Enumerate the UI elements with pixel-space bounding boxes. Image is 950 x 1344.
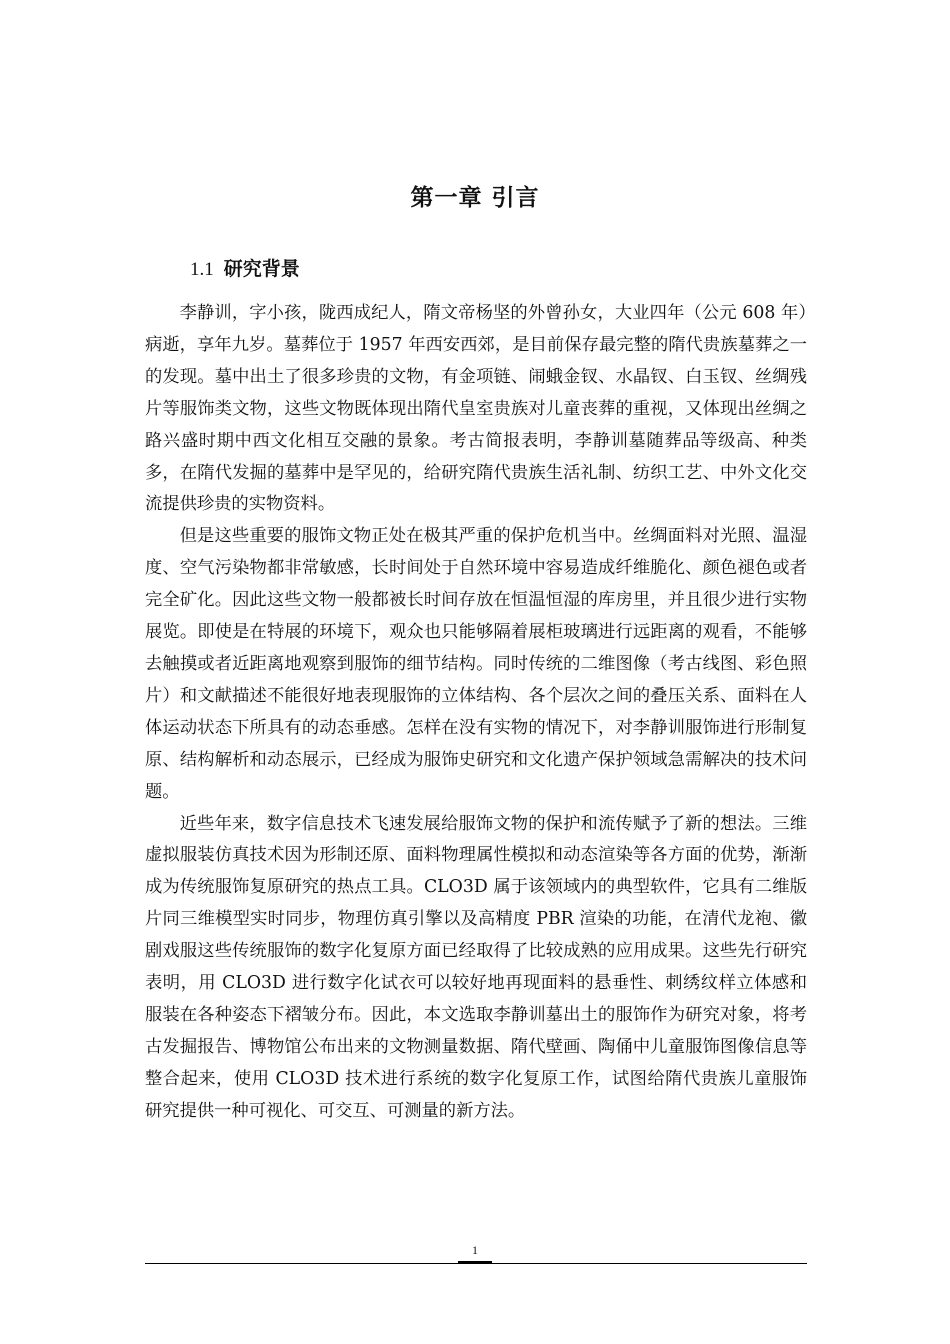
chapter-title: 第一章 引言 [410, 185, 540, 211]
footer-rule [145, 1263, 807, 1264]
footer-rule-accent [458, 1261, 492, 1263]
section-heading [190, 254, 300, 285]
section-title: 研究背景 [223, 258, 300, 280]
section-number: 1.1 [190, 259, 214, 280]
body-text [145, 298, 807, 1128]
paragraph-3: 近些年来，数字信息技术飞速发展给服饰文物的保护和流传赋予了新的想法。三维虚拟服装仿真技术因为形制还原、面料物理属性模拟和动态渲染等各方面的优势，渐渐成为传统服饰复原研究的热点工具。CLO3D 属于该领域内的典型软件，它具有二维版片同三维模型实时同步，物理仿真引擎以及高精度 PBR 渲染的功能，在清代龙袍、徽剧戏服这些传统服饰的数字化复原方面已经取得了比较成熟的应用成果。这些先行研究表明，用 CLO3D 进行数字化试衣可以较好地再现面料的悬垂性、刺绣纹样立体感和服装在各种姿态下褶皱分布。因此，本文选取李静训墓出土的服饰作为研究对象，将考古发掘报告、博物馆公布出来的文物测量数据、隋代壁画、陶俑中儿童服饰图像信息等整合起来，使用 CLO3D 技术进行系统的数字化复原工作，试图给隋代贵族儿童服饰研究提供一种可视化、可交互、可测量的新方法。 [145, 813, 807, 1121]
paragraph-2: 但是这些重要的服饰文物正处在极其严重的保护危机当中。丝绸面料对光照、温湿度、空气污染物都非常敏感，长时间处于自然环境中容易造成纤维脆化、颜色褪色或者完全矿化。因此这些文物一般都被长时间存放在恒温恒湿的库房里，并且很少进行实物展览。即使是在特展的环境下，观众也只能够隔着展柜玻璃进行远距离的观看，不能够去触摸或者近距离地观察到服饰的细节结构。同时传统的二维图像（考古线图、彩色照片）和文献描述不能很好地表现服饰的立体结构、各个层次之间的叠压关系、面料在人体运动状态下所具有的动态垂感。怎样在没有实物的情况下，对李静训服饰进行形制复原、结构解析和动态展示，已经成为服饰史研究和文化遗产保护领域急需解决的技术问题。 [145, 526, 807, 802]
paragraph-1: 李静训，字小孩，陇西成纪人，隋文帝杨坚的外曾孙女，大业四年（公元 608 年）病逝，享年九岁。墓葬位于 1957 年西安西郊，是目前保存最完整的隋代贵族墓葬之一的发现。墓中出土了很多珍贵的文物，有金项链、闹蛾金钗、水晶钗、白玉钗、丝绸残片等服饰类文物，这些文物既体现出隋代皇室贵族对儿童丧葬的重视，又体现出丝绸之路兴盛时期中西文化相互交融的景象。考古简报表明，李静训墓随葬品等级高、种类多，在隋代发掘的墓葬中是罕见的，给研究隋代贵族生活礼制、纺织工艺、中外文化交流提供珍贵的实物资料。 [145, 303, 807, 515]
page-number: 1 [472, 1243, 478, 1257]
